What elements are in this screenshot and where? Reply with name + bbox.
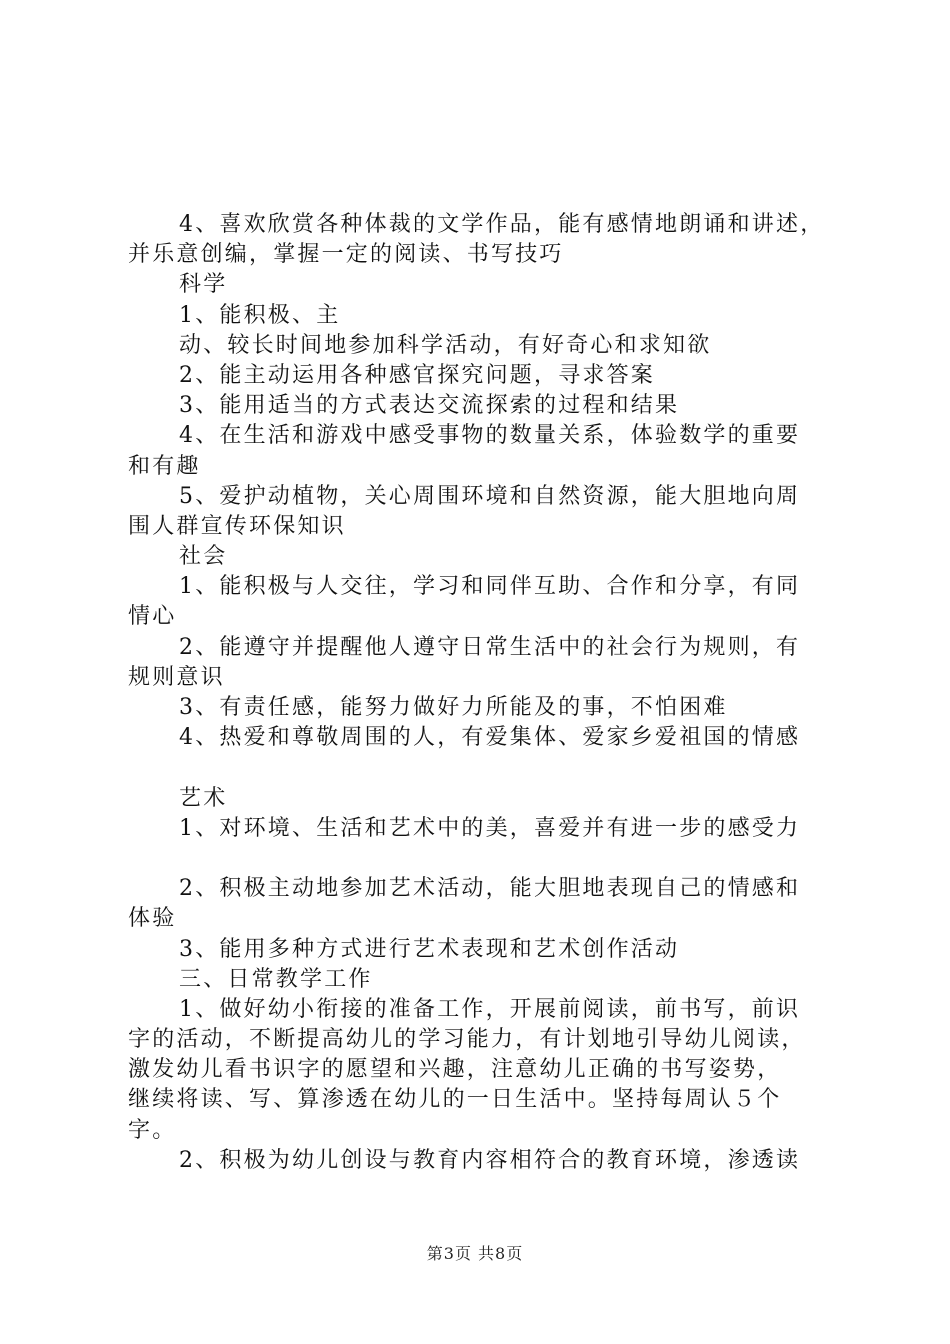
- text-line: 字的活动，不断提高幼儿的学习能力，有计划地引导幼儿阅读，: [128, 1027, 806, 1053]
- text-line: 激发幼儿看书识字的愿望和兴趣，注意幼儿正确的书写姿势，: [128, 1057, 782, 1083]
- section-heading-art: 艺术: [179, 785, 228, 811]
- text-line: 和有趣: [128, 453, 201, 479]
- text-line: 5、爱护动植物，关心周围环境和自然资源，能大胆地向周: [179, 483, 801, 509]
- blank-line: [128, 753, 838, 783]
- text-line: 1、对环境、生活和艺术中的美，喜爱并有进一步的感受力: [179, 815, 801, 841]
- text-line: 4、喜欢欣赏各种体裁的文学作品，能有感情地朗诵和讲述，: [179, 212, 825, 237]
- text-line: 体验: [128, 906, 177, 932]
- page-number-footer: 第3页 共8页: [426, 1244, 524, 1263]
- text-line: 继续将读、写、算渗透在幼儿的一日生活中。坚持每周认５个: [128, 1087, 782, 1113]
- document-body: [128, 210, 838, 1176]
- text-line: 围人群宣传环保知识: [128, 513, 346, 539]
- blank-line: [128, 844, 838, 874]
- text-line: 2、积极为幼儿创设与教育内容相符合的教育环境，渗透读: [179, 1147, 801, 1173]
- text-line: 动、较长时间地参加科学活动，有好奇心和求知欲: [179, 332, 712, 358]
- text-line: 3、能用多种方式进行艺术表现和艺术创作活动: [179, 936, 680, 962]
- text-line: 规则意识: [128, 664, 225, 690]
- text-line: 2、积极主动地参加艺术活动，能大胆地表现自己的情感和: [179, 876, 801, 902]
- text-line: 4、在生活和游戏中感受事物的数量关系，体验数学的重要: [179, 423, 801, 449]
- text-line: 并乐意创编，掌握一定的阅读、书写技巧: [128, 242, 564, 268]
- section-heading-society: 社会: [179, 544, 228, 570]
- text-line: 字。: [128, 1117, 177, 1143]
- text-line: 3、有责任感，能努力做好力所能及的事，不怕困难: [179, 695, 728, 720]
- section-heading-daily-teaching: 三、日常教学工作: [179, 966, 373, 992]
- text-line: 1、做好幼小衔接的准备工作，开展前阅读，前书写，前识: [179, 996, 801, 1022]
- section-heading-science: 科学: [179, 272, 228, 298]
- text-line: 3、能用适当的方式表达交流探索的过程和结果: [179, 393, 680, 419]
- text-line: 2、能遵守并提醒他人遵守日常生活中的社会行为规则，有: [179, 634, 801, 660]
- text-line: 4、热爱和尊敬周围的人，有爱集体、爱家乡爱祖国的情感: [179, 725, 801, 751]
- text-line: 1、能积极、主: [179, 302, 341, 328]
- text-line: 1、能积极与人交往，学习和同伴互助、合作和分享，有同: [179, 574, 801, 600]
- text-line: 2、能主动运用各种感官探究问题，寻求答案: [179, 362, 655, 388]
- text-line: 情心: [128, 604, 177, 630]
